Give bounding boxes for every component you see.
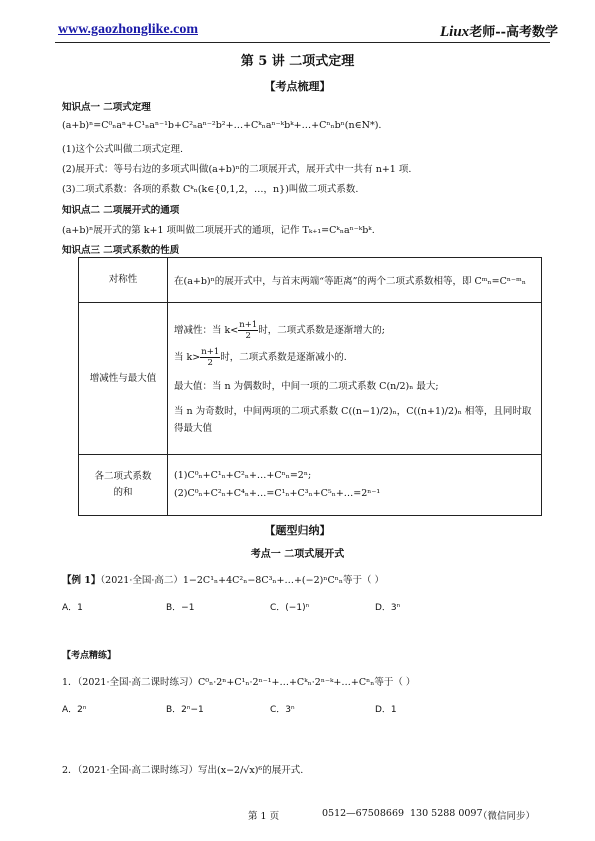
table-row xyxy=(79,258,542,303)
example1-option-d: D．3ⁿ xyxy=(375,603,401,613)
sum-line1: (1)C⁰ₙ+C¹ₙ+C²ₙ+…+Cⁿₙ=2ⁿ; xyxy=(174,470,312,481)
section-review-heading: 【考点梳理】 xyxy=(264,80,331,93)
section-types-heading: 【题型归纳】 xyxy=(264,524,331,537)
page-number: 第 1 页 xyxy=(248,811,280,822)
example-stem: （2021·全国·高二）1−2C¹ₙ+4C²ₙ−8C³ₙ+…+(−2)ⁿCⁿₙ等于（ ） xyxy=(100,575,384,586)
author-text: 老师--高考数学 xyxy=(469,25,558,40)
kp1-heading: 知识点一 二项式定理 xyxy=(62,102,151,113)
row-content-sum xyxy=(168,455,542,516)
q2-stem: 2．（2021·全国·高二课时练习）写出(x−2/√x)⁶的展开式. xyxy=(62,765,304,776)
q1-option-b: B．2ⁿ−1 xyxy=(166,705,204,715)
example-label: 【例 1】 xyxy=(62,575,101,586)
kp1-formula: (a+b)ⁿ=C⁰ₙaⁿ+C¹ₙaⁿ⁻¹b+C²ₙaⁿ⁻²b²+…+Cᵏₙaⁿ⁻ᵏbᵏ+…+Cⁿₙbⁿ(n∈N*). xyxy=(62,120,382,131)
row-label-sum: 各二项式系数的和 xyxy=(79,455,168,516)
kp1-line1: (1)这个公式叫做二项式定理. xyxy=(62,144,183,155)
kp1-line3: (3)二项式系数：各项的系数 Cᵏₙ(k∈{0,1,2，…，n})叫做二项式系数. xyxy=(62,184,359,195)
footer-phone1: 0512—67508669 xyxy=(322,808,405,819)
page-title: 第 5 讲 二项式定理 xyxy=(240,54,355,69)
sum-line2: (2)C⁰ₙ+C²ₙ+C⁴ₙ+…=C¹ₙ+C³ₙ+C⁵ₙ+…=2ⁿ⁻¹ xyxy=(174,488,381,499)
max-odd-line: 当 n 为奇数时，中间两项的二项式系数 C((n−1)/2)ₙ，C((n+1)/2)ₙ 相等，且同时取得最大值 xyxy=(174,406,532,434)
fraction: $\frac{n+1}{2}$ xyxy=(239,320,258,341)
row-content-monotonic xyxy=(168,303,542,455)
practice-heading: 【考点精练】 xyxy=(62,651,117,661)
example1 xyxy=(62,572,384,586)
q1-option-d: D．1 xyxy=(375,705,397,715)
footer-phone2: 130 5288 0097 xyxy=(410,808,483,819)
table-row xyxy=(79,455,542,516)
decrease-line: 当 k> $\frac{n+1}{2}$ 时，二项式系数是逐渐减小的. xyxy=(174,347,347,368)
kp3-heading: 知识点三 二项式系数的性质 xyxy=(62,245,180,256)
example1-option-b: B．−1 xyxy=(166,603,195,613)
fraction: $\frac{n+1}{2}$ xyxy=(201,347,220,368)
topic1-heading: 考点一 二项式展开式 xyxy=(250,549,345,560)
properties-table xyxy=(78,257,542,516)
row-label-monotonic: 增减性与最大值 xyxy=(79,303,168,455)
q1-option-c: C．3ⁿ xyxy=(270,705,295,715)
q1-option-a: A．2ⁿ xyxy=(62,705,87,715)
footer-note: （微信同步） xyxy=(478,811,536,822)
header-divider xyxy=(55,42,550,43)
author-logo: Liux xyxy=(440,24,470,40)
max-even-line: 最大值：当 n 为偶数时，中间一项的二项式系数 C(n/2)ₙ 最大; xyxy=(174,381,439,392)
row-text-symmetry: 在(a+b)ⁿ的展开式中，与首末两端“等距离”的两个二项式系数相等，即 Cᵐₙ=Cⁿ⁻ᵐₙ xyxy=(168,258,542,303)
kp1-line2: (2)展开式：等号右边的多项式叫做(a+b)ⁿ的二项展开式，展开式中一共有 n+1 项. xyxy=(62,164,412,175)
kp2-heading: 知识点二 二项展开式的通项 xyxy=(62,205,180,216)
example1-option-a: A．1 xyxy=(62,603,83,613)
author-badge xyxy=(440,21,558,41)
increase-line: 增减性：当 k< $\frac{n+1}{2}$ 时，二项式系数是逐渐增大的; xyxy=(174,320,385,341)
website-link[interactable]: www.gaozhonglike.com xyxy=(58,22,198,37)
kp2-line1: (a+b)ⁿ展开式的第 k+1 项叫做二项展开式的通项，记作 Tₖ₊₁=Cᵏₙaⁿ⁻ᵏbᵏ. xyxy=(62,225,375,236)
q1-stem: 1．（2021·全国·高二课时练习）C⁰ₙ·2ⁿ+C¹ₙ·2ⁿ⁻¹+…+Cᵏₙ·2ⁿ⁻ᵏ+…+Cⁿₙ等于（ ） xyxy=(62,677,416,688)
row-label-symmetry: 对称性 xyxy=(79,258,168,303)
table-row xyxy=(79,303,542,455)
example1-option-c: C．(−1)ⁿ xyxy=(270,603,310,613)
